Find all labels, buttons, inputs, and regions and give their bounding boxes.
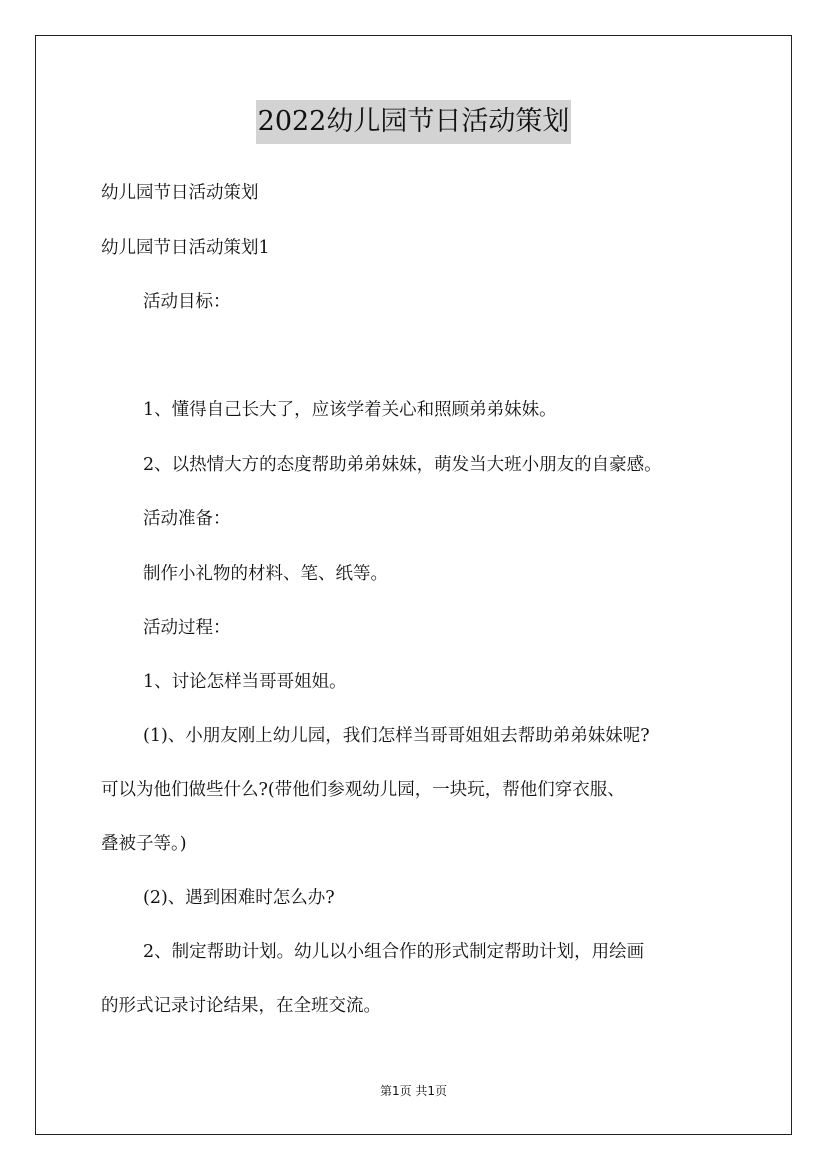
paragraph-line: 2、制定帮助计划。幼儿以小组合作的形式制定帮助计划，用绘画: [143, 942, 645, 962]
paragraph-line: 1、懂得自己长大了，应该学着关心和照顾弟弟妹妹。: [143, 400, 557, 420]
paragraph-line: 活动目标：: [143, 292, 231, 312]
page-number-footer: 第1页 共1页: [379, 1084, 448, 1098]
paragraph-line: 活动准备：: [143, 509, 231, 529]
paragraph-line: 叠被子等。): [101, 834, 187, 854]
paragraph-line: 可以为他们做些什么?(带他们参观幼儿园，一块玩，帮他们穿衣服、: [101, 780, 625, 800]
paragraph-line: 2、以热情大方的态度帮助弟弟妹妹，萌发当大班小朋友的自豪感。: [143, 455, 662, 475]
document-title: 2022幼儿园节日活动策划: [256, 100, 572, 144]
paragraph-line: (2)、遇到困难时怎么办?: [143, 888, 335, 908]
paragraph-line: 的形式记录讨论结果，在全班交流。: [101, 996, 381, 1016]
paragraph-line: (1)、小朋友刚上幼儿园，我们怎样当哥哥姐姐去帮助弟弟妹妹呢?: [143, 726, 650, 746]
subtitle-line: 幼儿园节日活动策划: [101, 183, 259, 203]
paragraph-line: 1、讨论怎样当哥哥姐姐。: [143, 672, 347, 692]
paragraph-line: 制作小礼物的材料、笔、纸等。: [143, 564, 388, 584]
section-heading-line: 幼儿园节日活动策划1: [101, 238, 270, 258]
title-container: [0, 100, 827, 144]
paragraph-line: 活动过程：: [143, 618, 231, 638]
